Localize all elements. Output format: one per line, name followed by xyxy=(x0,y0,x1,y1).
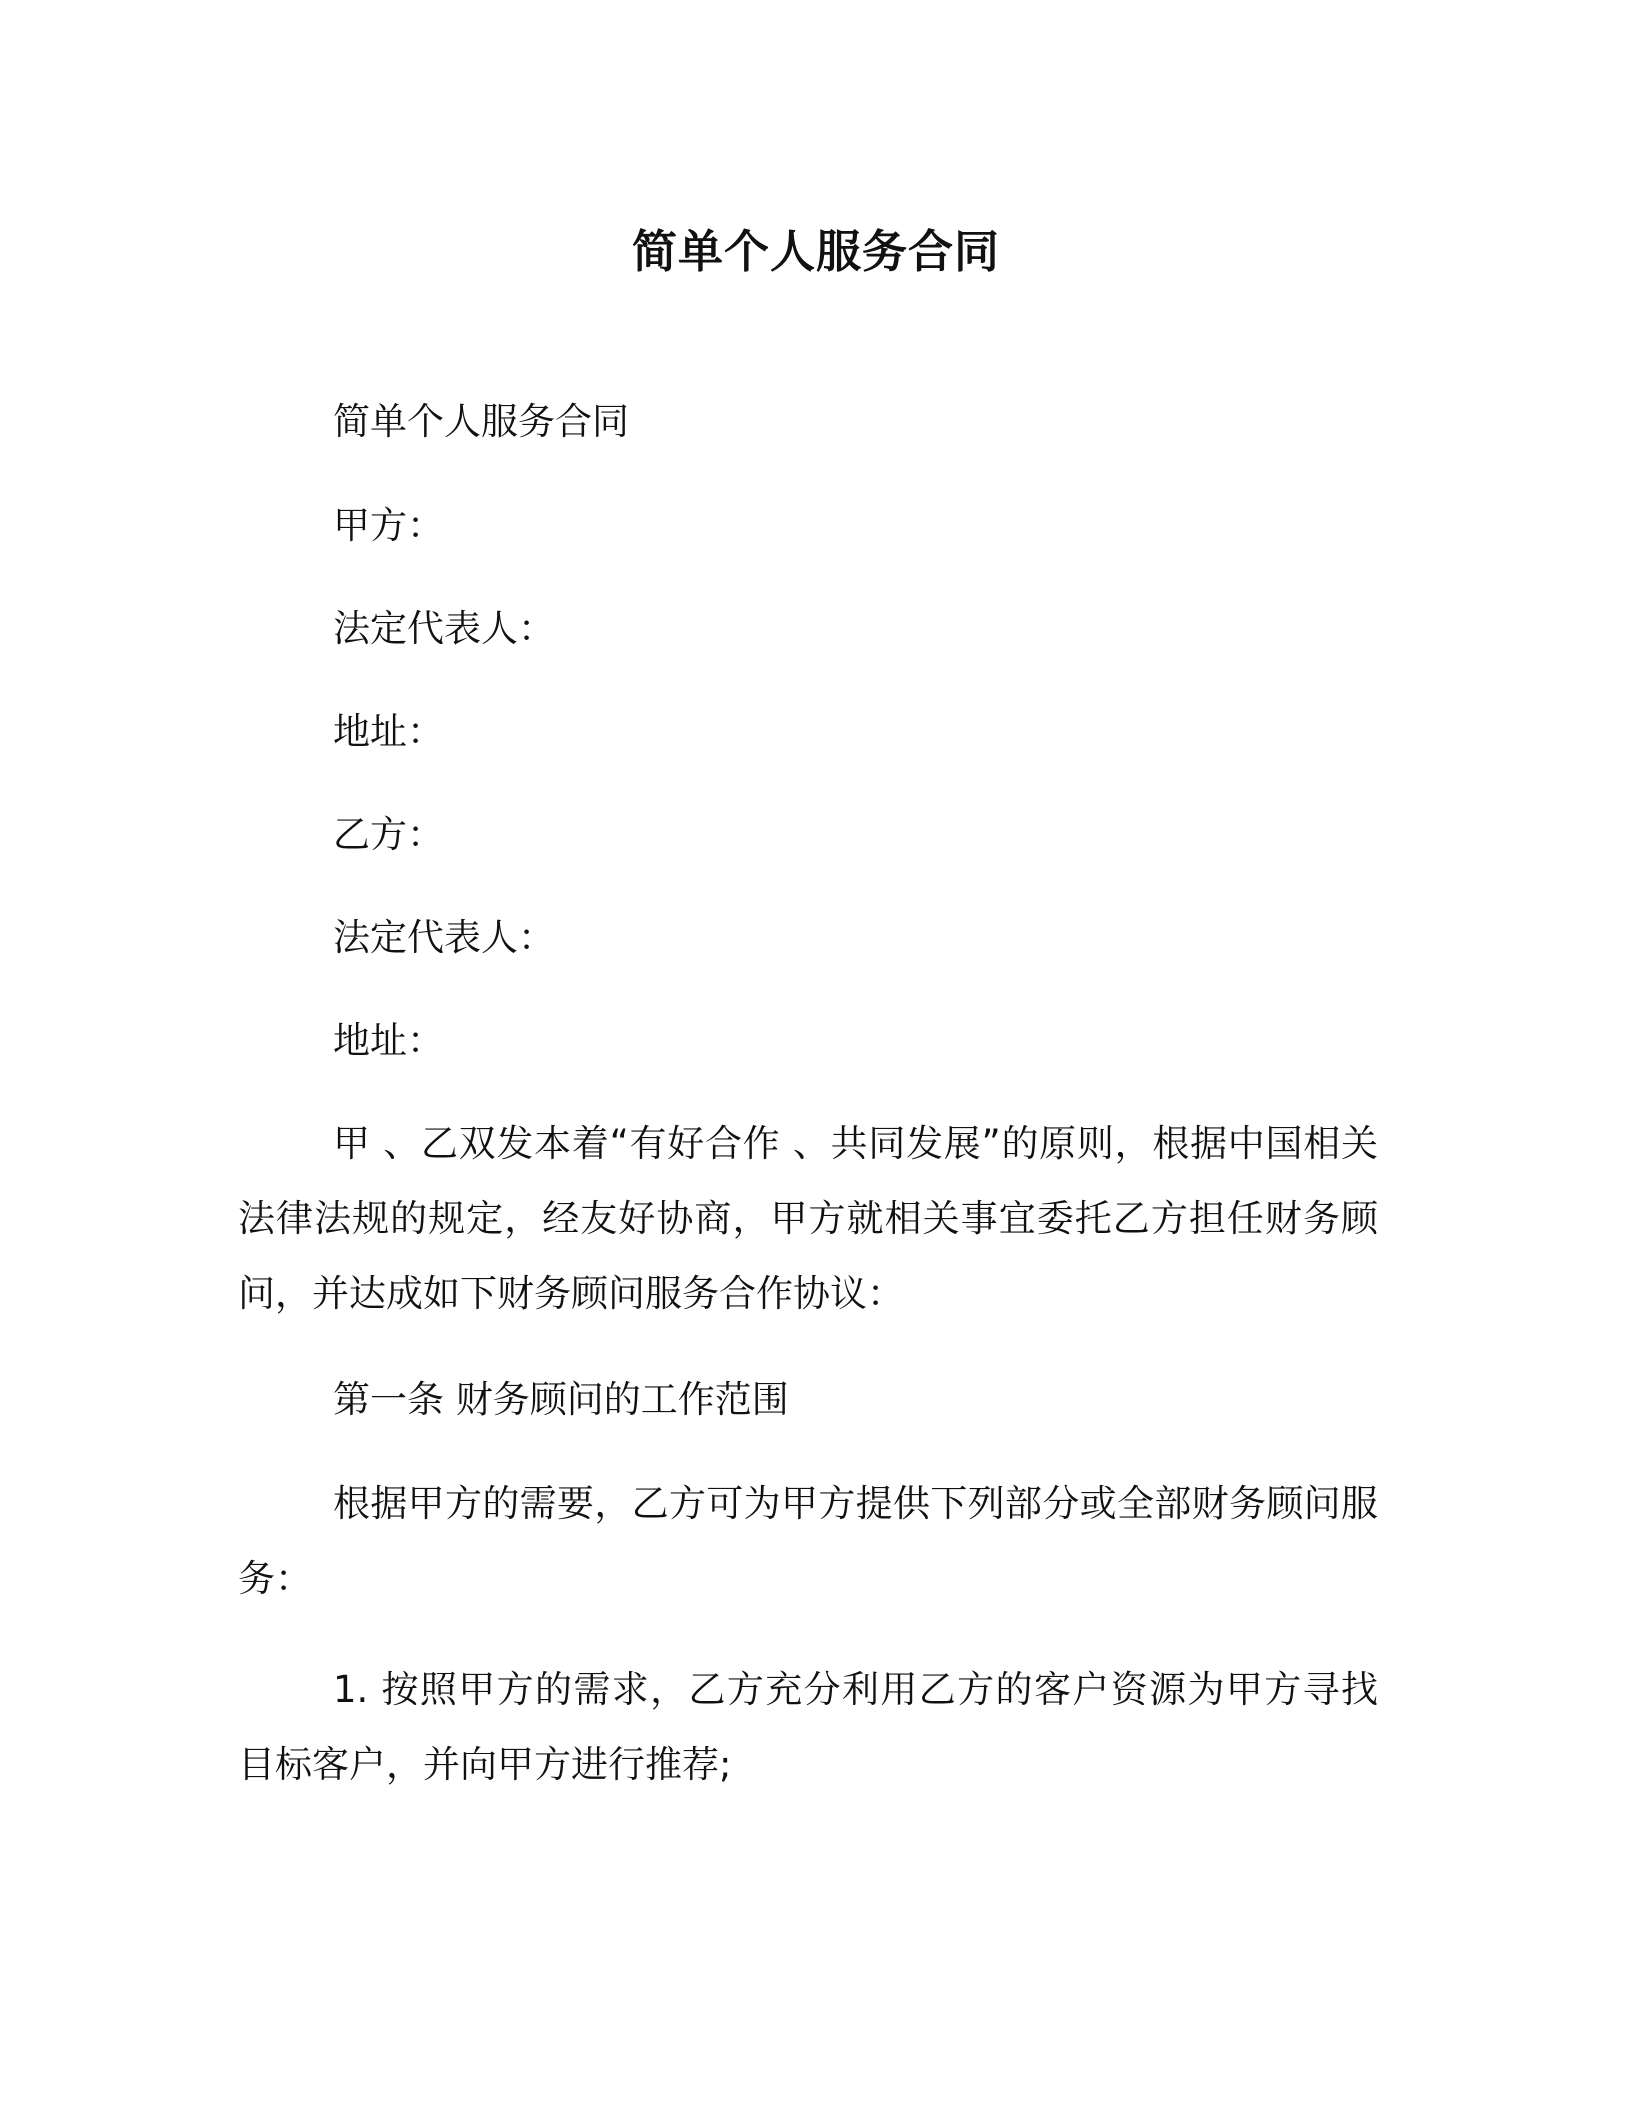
party-b-representative-label: 法定代表人： xyxy=(333,916,555,959)
preamble-paragraph: 甲 、乙双发本着“有好合作 、共同发展”的原则，根据中国相关法律法规的规定，经友好协商，甲方就相关事宜委托乙方担任财务顾问，并达成如下财务顾问服务合作协议： xyxy=(238,1122,1378,1315)
article-1-item-1: 1. 按照甲方的需求，乙方充分利用乙方的客户资源为甲方寻找目标客户，并向甲方进行推荐; xyxy=(238,1668,1378,1786)
document-title: 简单个人服务合同 xyxy=(631,225,1000,278)
party-b-address-label: 地址： xyxy=(333,1019,444,1062)
article-1-intro-paragraph: 根据甲方的需要，乙方可为甲方提供下列部分或全部财务顾问服务： xyxy=(238,1482,1378,1600)
contract-subtitle: 简单个人服务合同 xyxy=(333,400,629,443)
party-b-label: 乙方： xyxy=(333,813,444,856)
party-a-label: 甲方： xyxy=(333,504,444,547)
party-a-address-label: 地址： xyxy=(333,710,444,753)
party-a-representative-label: 法定代表人： xyxy=(333,607,555,650)
article-1-heading: 第一条 财务顾问的工作范围 xyxy=(333,1378,789,1421)
